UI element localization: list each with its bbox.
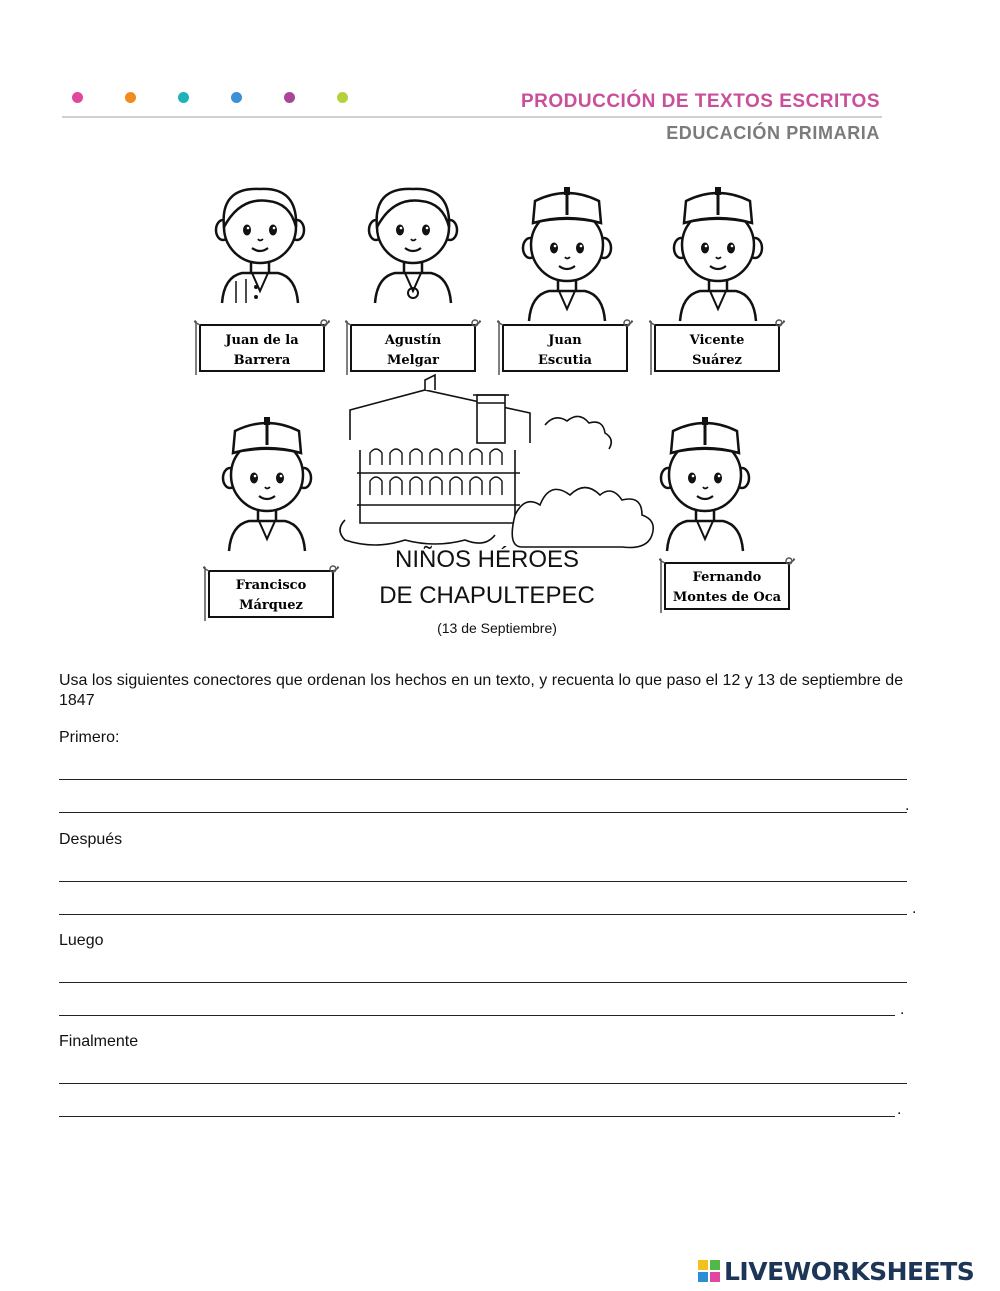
instructions-text: Usa los siguientes conectores que ordenan los hechos en un texto, y recuenta lo que paso el 12 y 13 de septiembre de 1847: [59, 672, 904, 709]
illustration-date: (13 de Septiembre): [437, 620, 557, 636]
hero-name-2-line2: Melgar: [387, 353, 439, 368]
liveworksheets-logo: [698, 1256, 974, 1286]
hero-name-5-line1: Francisco: [235, 578, 307, 593]
answer-line[interactable]: [59, 1015, 895, 1016]
dot-2: [125, 92, 136, 103]
ninos-heroes-illustration: [185, 175, 805, 645]
hero-name-6-line1: Fernando: [692, 570, 762, 585]
liveworksheets-brand: LIVEWORKSHEETS: [724, 1256, 975, 1286]
header-title: PRODUCCIÓN DE TEXTOS ESCRITOS: [520, 91, 880, 112]
answer-line[interactable]: [59, 881, 907, 882]
dot-4: [231, 92, 242, 103]
section-label-primero: Primero:: [59, 729, 120, 746]
dot-3: [178, 92, 189, 103]
section-label-finalmente: Finalmente: [59, 1033, 139, 1050]
answer-line[interactable]: [59, 982, 907, 983]
dot-6: [337, 92, 348, 103]
header-divider: [62, 116, 882, 118]
liveworksheets-icon: [698, 1260, 720, 1282]
line-period: .: [912, 900, 917, 917]
answer-line[interactable]: [59, 1083, 907, 1084]
line-period: .: [900, 1001, 905, 1018]
illustration-title-line2: DE CHAPULTEPEC: [379, 582, 595, 609]
hero-name-1-line1: Juan de la: [225, 333, 299, 348]
castle-drawing: [340, 375, 653, 548]
hero-name-5-line2: Márquez: [239, 598, 303, 613]
dot-1: [72, 92, 83, 103]
hero-name-2-line1: Agustín: [384, 333, 442, 348]
line-period: .: [905, 797, 910, 814]
answer-line[interactable]: [59, 779, 907, 780]
section-label-despues: Después: [59, 831, 123, 848]
answer-line[interactable]: [59, 812, 907, 813]
section-label-luego: Luego: [59, 932, 104, 949]
dot-5: [284, 92, 295, 103]
hero-name-3-line2: Escutia: [538, 353, 592, 368]
hero-name-3-line1: Juan: [548, 333, 582, 348]
illustration-title-line1: NIÑOS HÉROES: [394, 546, 580, 573]
line-period: .: [897, 1101, 902, 1118]
hero-name-4-line1: Vicente: [689, 333, 745, 348]
hero-name-1-line2: Barrera: [233, 353, 291, 368]
header-subtitle: EDUCACIÓN PRIMARIA: [666, 123, 880, 143]
answer-line[interactable]: [59, 914, 907, 915]
hero-name-6-line2: Montes de Oca: [672, 590, 782, 605]
answer-line[interactable]: [59, 1116, 895, 1117]
hero-name-4-line2: Suárez: [692, 353, 742, 368]
